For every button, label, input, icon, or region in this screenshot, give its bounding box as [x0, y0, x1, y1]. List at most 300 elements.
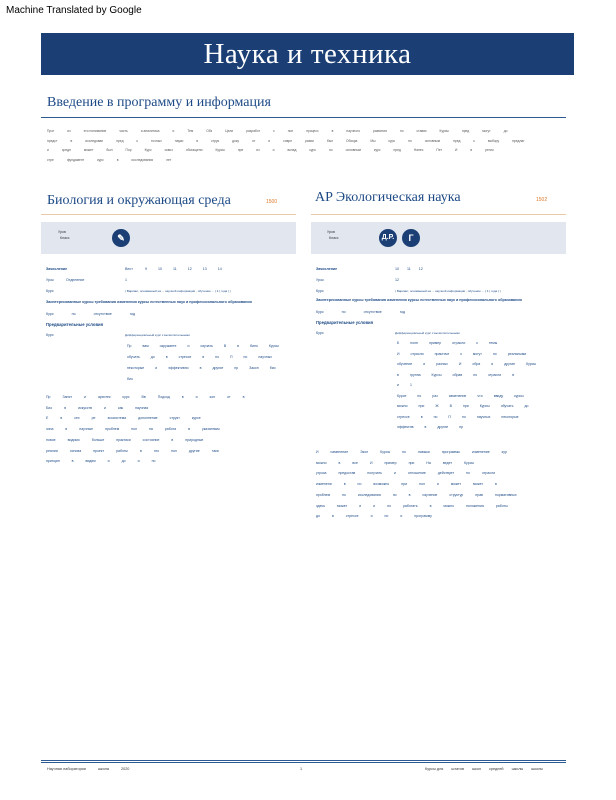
word: структур — [449, 492, 464, 497]
word: Курсы — [479, 404, 490, 408]
level-label: Уров — [327, 230, 335, 234]
footer-left — [47, 767, 141, 771]
word: отрасли — [452, 341, 466, 345]
word: основным — [424, 138, 441, 143]
word: видимо — [67, 437, 80, 442]
biology-info-box — [41, 222, 296, 254]
bullet-line — [397, 373, 525, 377]
biology-course-code: 1500 — [266, 199, 278, 205]
word: ввиду — [493, 393, 504, 398]
paragraph-line — [316, 461, 486, 465]
word: Курсы — [215, 148, 225, 152]
word: от — [227, 395, 231, 399]
word: в — [188, 427, 190, 432]
ap-environmental-course-code: 1502 — [536, 197, 548, 203]
word: Мы — [370, 138, 376, 143]
word: таки — [211, 448, 219, 453]
word: стрессе — [178, 355, 192, 359]
word: совре — [283, 138, 293, 143]
word: научных — [258, 355, 272, 359]
word: в — [338, 460, 341, 465]
word: реальными — [507, 351, 527, 356]
word: Нанес — [413, 148, 424, 152]
word: 9 — [145, 267, 147, 271]
word: к — [136, 138, 138, 143]
word: в — [495, 482, 497, 487]
word: и — [436, 482, 439, 487]
biology-title-divider — [41, 214, 296, 215]
word: по — [357, 482, 362, 487]
word: 14 — [217, 267, 222, 271]
word: изучение — [422, 492, 438, 497]
bullet-line — [397, 394, 535, 398]
word: Экол — [360, 450, 369, 454]
word: и — [272, 148, 275, 152]
word: поле — [410, 341, 419, 345]
word: на — [148, 427, 153, 432]
word: вклад — [287, 148, 297, 152]
word: программы — [441, 450, 461, 454]
word: 2020 — [120, 767, 130, 771]
word: в — [420, 414, 423, 419]
requirements-row — [316, 310, 423, 314]
word: и — [359, 503, 362, 508]
word: больше — [91, 437, 105, 442]
paragraph-line — [46, 395, 256, 399]
word: работы — [116, 448, 128, 453]
word: точных — [150, 138, 162, 143]
word: другие — [188, 448, 200, 453]
word: Курсы — [431, 372, 442, 377]
prerequisites-desc: Дифференциальный курс с вычислительными — [395, 331, 460, 335]
word: в — [397, 372, 399, 377]
word: по — [71, 312, 76, 316]
word: обучать — [500, 404, 514, 408]
word: отсутствие — [363, 310, 382, 314]
word: и — [187, 344, 190, 348]
word: и — [400, 514, 403, 519]
word: положения — [466, 503, 484, 508]
bullet-line — [127, 355, 283, 359]
word: в — [242, 395, 245, 399]
word: может — [450, 482, 461, 487]
word: доку — [232, 138, 240, 143]
word: это — [153, 448, 160, 453]
word: пред — [116, 138, 124, 143]
word: ре — [91, 416, 96, 421]
page-banner — [41, 33, 574, 75]
word: до — [503, 129, 508, 133]
paragraph-line — [46, 449, 231, 453]
word: Занят — [62, 395, 72, 399]
word: Курсы для — [425, 767, 444, 771]
word: при — [408, 460, 415, 465]
word: Курс — [144, 148, 152, 152]
word: и — [107, 459, 110, 464]
word: пример — [429, 341, 442, 345]
word: Научная лаборатория — [47, 767, 86, 771]
word: исследован — [85, 138, 104, 143]
word: Курсы — [439, 129, 449, 133]
word: окружаете — [159, 344, 177, 348]
word: получать — [367, 471, 382, 476]
word: 10 — [395, 267, 399, 271]
word: Ж — [435, 404, 439, 408]
word: в — [332, 514, 334, 519]
word: действует — [437, 471, 455, 476]
word: В — [449, 404, 452, 408]
word: отрасли — [488, 372, 502, 377]
g-credit-icon: Г — [402, 229, 420, 247]
word: зона — [46, 427, 54, 432]
word: В — [223, 344, 227, 348]
enrollment-label: Зачисление — [46, 267, 68, 271]
requirements-heading: Заинтересованные курсы требования изменения курсы естественных наук и профессионального образования — [46, 300, 252, 304]
word: практики — [116, 437, 131, 442]
word: к — [476, 341, 478, 345]
word: научных — [476, 414, 491, 419]
biology-course-title: Биология и окружающая среда — [47, 193, 231, 208]
word: сквоз — [164, 148, 173, 152]
word: могут — [472, 351, 482, 356]
word: в — [71, 459, 74, 464]
word: вам — [142, 344, 149, 348]
word: и — [137, 459, 140, 464]
word: био — [269, 366, 276, 370]
word: в — [181, 395, 184, 399]
page-title: Наука и техника — [203, 38, 412, 70]
word: год — [399, 310, 405, 314]
word: пол — [419, 482, 425, 487]
class-label: Класс — [60, 236, 70, 240]
word: Подход — [157, 395, 170, 399]
word: Курсы — [464, 460, 474, 465]
word: в — [165, 355, 168, 359]
word: средн — [61, 148, 71, 152]
word: и — [370, 514, 373, 519]
intro-divider — [41, 117, 566, 118]
word: по — [492, 351, 497, 356]
word: био — [127, 377, 133, 381]
word: проблем — [105, 427, 120, 432]
word: проект — [93, 448, 105, 453]
word: работать — [402, 503, 418, 508]
word: структ — [169, 416, 180, 421]
word: 10 — [158, 267, 162, 271]
word: по — [151, 459, 156, 464]
word: 1 — [409, 383, 412, 387]
word: Закон — [249, 366, 259, 370]
word: На — [426, 460, 431, 465]
word: был — [106, 148, 113, 152]
word: основным — [345, 148, 361, 152]
word: принцип — [46, 459, 60, 464]
word: практиче — [434, 351, 450, 356]
intro-text-line — [47, 158, 184, 162]
word: 11 — [407, 267, 411, 271]
word: курс — [388, 138, 396, 143]
word: школы — [511, 767, 524, 771]
ap-environmental-course-title: AP Экологическая наука — [315, 190, 461, 205]
bullet-line — [127, 344, 290, 348]
word: год — [129, 312, 135, 316]
ap-environmental-info-box — [311, 222, 566, 254]
word: в — [196, 138, 199, 143]
word: по — [461, 414, 466, 419]
word: и — [268, 138, 271, 143]
word: по — [473, 372, 478, 377]
word: по — [433, 414, 438, 419]
word: некоторые — [501, 414, 519, 419]
word: может — [472, 482, 484, 487]
intro-section-title: Введение в программу и информация — [47, 95, 271, 110]
word: эффективно — [168, 366, 189, 370]
word: И — [455, 148, 458, 152]
word: П — [230, 355, 233, 359]
word: может — [337, 503, 348, 508]
word: И — [316, 450, 319, 454]
bullet-line — [397, 362, 547, 366]
word: Пр — [46, 395, 51, 399]
word: все — [352, 460, 358, 465]
word: пол — [171, 448, 177, 453]
word: сех — [74, 416, 80, 421]
word: Курсы — [268, 344, 279, 348]
word: стрессе — [345, 514, 359, 519]
word: школ — [471, 767, 481, 771]
word: изменение — [330, 450, 349, 454]
word: курс — [373, 148, 381, 152]
word: в — [429, 503, 432, 508]
word: эффектив — [397, 425, 414, 429]
word: фундамент — [66, 157, 85, 162]
word: другие — [437, 425, 449, 429]
word: работа — [164, 427, 177, 432]
word: отрасли — [481, 471, 496, 476]
word: штатов — [451, 767, 464, 771]
word: 12 — [187, 267, 192, 271]
word: новое — [46, 437, 56, 442]
word: науки — [174, 138, 184, 143]
word: Обзора — [346, 138, 358, 143]
word: Пор — [125, 148, 132, 152]
word: по — [341, 310, 346, 314]
word: средней — [488, 767, 504, 771]
word: в — [237, 344, 240, 348]
word: Курсы — [380, 450, 391, 454]
grade-values — [395, 267, 431, 271]
word: и — [83, 395, 86, 399]
word: что — [477, 393, 483, 398]
intro-text-line — [47, 129, 520, 133]
word: навыки — [417, 450, 430, 454]
word: архитек — [97, 395, 111, 399]
paragraph-line — [316, 482, 509, 486]
word: по — [466, 471, 470, 476]
word: и аналитика — [140, 129, 160, 133]
word: в — [60, 416, 63, 421]
word: регио — [485, 148, 494, 152]
word: изменени — [316, 482, 332, 487]
word: школы — [531, 767, 544, 771]
paragraph-line — [316, 504, 520, 508]
prerequisites-desc: Дифференциальный курс с вычислительными — [125, 333, 190, 337]
word: часть — [119, 129, 128, 133]
word: по — [402, 450, 406, 454]
word: предст — [47, 138, 58, 143]
course-note: ( Вариант, основанный на ... научной информации , обучение ... ( 4 ( года ) ) — [125, 289, 231, 293]
word: искусств — [78, 405, 93, 410]
bullet-line — [127, 377, 144, 381]
word: при — [462, 404, 469, 408]
word: исследования — [131, 157, 154, 162]
bullet-line — [397, 341, 508, 345]
bullet-line — [397, 404, 539, 408]
word: по — [342, 492, 346, 497]
word: и — [393, 471, 396, 476]
word: пред — [393, 148, 401, 152]
word: экосистема — [107, 416, 127, 421]
word: прав — [475, 492, 483, 497]
word: и — [397, 383, 399, 387]
paragraph-line — [46, 438, 215, 442]
word: по — [215, 355, 220, 359]
word: предостав — [338, 471, 356, 476]
word: курсе — [191, 416, 201, 421]
lesson-label: Урок — [316, 278, 324, 282]
word: Курсе — [397, 393, 407, 398]
prerequisites-heading: Предварительные условия — [316, 320, 374, 325]
word: в — [139, 448, 142, 453]
bullet-line — [397, 415, 530, 419]
word: и — [373, 503, 376, 508]
word: пред — [453, 138, 461, 143]
word: бино — [250, 344, 258, 348]
weight-value: 12 — [395, 278, 399, 282]
word: Прог — [47, 129, 55, 133]
word: пре — [237, 148, 244, 152]
word: состояние — [142, 437, 160, 442]
department-value: Вест — [125, 267, 133, 271]
word: стре — [47, 157, 54, 162]
word: ставки — [416, 129, 427, 133]
word: и — [104, 405, 106, 410]
word: обогащени — [185, 148, 203, 152]
word: в — [408, 492, 411, 497]
word: И — [397, 351, 400, 356]
word: до — [150, 355, 155, 359]
word: отрасли — [410, 351, 424, 356]
word: изменение — [472, 450, 490, 454]
word: И — [458, 362, 462, 366]
word: струк — [211, 138, 220, 143]
word: в — [116, 157, 119, 162]
word: в — [64, 405, 67, 410]
word: при — [418, 404, 425, 408]
word: ведет — [442, 460, 453, 465]
word: пр — [459, 425, 464, 429]
credit-value: 1 — [125, 278, 127, 282]
word: разви — [305, 138, 314, 143]
word: научные — [79, 427, 94, 432]
word: исследования — [357, 492, 381, 497]
word: и — [423, 362, 426, 366]
word: пример — [384, 460, 397, 465]
prerequisites-heading: Предварительные условия — [46, 322, 104, 327]
intro-text-line — [47, 148, 507, 152]
paragraph-line — [316, 493, 529, 497]
word: по — [387, 503, 391, 508]
word: пол — [287, 129, 294, 133]
machine-translation-badge: Machine Translated by Google — [6, 5, 142, 16]
word: может — [83, 148, 94, 152]
word: раз — [432, 393, 438, 398]
word: Био — [46, 405, 53, 410]
word: предлаг — [512, 138, 525, 143]
word: в — [424, 425, 427, 429]
word: в — [171, 437, 174, 442]
word: Цели — [225, 129, 234, 133]
word: программу — [414, 514, 432, 519]
bullet-line — [397, 352, 537, 356]
word: кур — [501, 450, 507, 454]
word: обра — [472, 362, 481, 366]
word: основа — [69, 448, 82, 453]
word: обучать — [127, 355, 140, 359]
word: из — [256, 148, 260, 152]
word: видим — [85, 459, 96, 464]
paragraph-line — [316, 450, 519, 454]
word: нормативных — [494, 492, 517, 497]
word: в — [331, 129, 334, 133]
paragraph-line — [46, 427, 232, 431]
word: П — [448, 414, 451, 419]
course-note: ( Вариант, основанный на ... научной информации , обучение ... ( 4 ( года ) ) — [395, 289, 501, 293]
word: в — [343, 482, 346, 487]
word: по — [392, 492, 397, 497]
paragraph-line — [46, 406, 160, 410]
requirements-heading: Заинтересованные курсы требования изменения курсы естественных наук и профессионального образования — [316, 298, 522, 302]
paragraph-line — [46, 416, 213, 420]
enrollment-label: Зачисление — [316, 267, 338, 271]
dual-credit-icon: Д.Р. — [379, 229, 397, 247]
word: к — [460, 351, 462, 356]
word: пол — [131, 427, 137, 432]
word: по — [399, 129, 404, 133]
bullet-line — [127, 366, 287, 370]
requirements-row — [46, 312, 153, 316]
prerequisites-course: Курс — [46, 333, 54, 337]
word: другие — [212, 366, 224, 370]
class-label: Класс — [329, 236, 339, 240]
word: лет — [166, 157, 172, 162]
course-label: Курс — [316, 289, 324, 293]
level-label: Уров — [58, 230, 66, 234]
word: в — [65, 427, 68, 432]
word: дополнение — [138, 416, 158, 421]
word: и — [47, 148, 49, 152]
word: научного — [346, 129, 361, 133]
word: Курсы — [526, 362, 537, 366]
word: при — [401, 482, 408, 487]
paragraph-line — [316, 471, 507, 475]
word: в — [512, 372, 515, 377]
word: и — [172, 129, 175, 133]
paragraph-line — [316, 514, 444, 518]
word: курс — [309, 148, 316, 152]
word: как — [117, 405, 124, 410]
word: из — [67, 129, 71, 133]
